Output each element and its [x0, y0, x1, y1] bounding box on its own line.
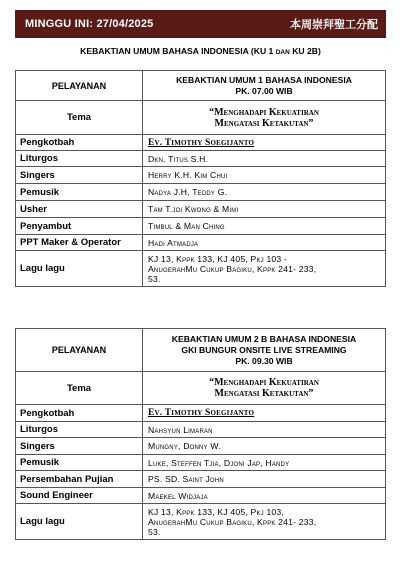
service1-row-label: PPT Maker & Operator [16, 235, 143, 251]
service2-songs-line2: AnugerahMu Cukup Bagiku, Kppk 241- 233, [148, 516, 317, 527]
service2-row-value: Luke, Steffen Tjia, Djoni Jap, Handy [143, 455, 386, 471]
service1-row-label: Usher [16, 201, 143, 218]
service1-songs-line1: KJ 13, Kppk 133, KJ 405, Pkj 103 - [148, 253, 288, 264]
page-subtitle [15, 46, 386, 56]
service1-row-value: Hadi Atmadja [143, 235, 386, 251]
service1-row-label: Singers [16, 167, 143, 184]
service1-row-label: Penyambut [16, 218, 143, 235]
service2-songs-line3: 53. [148, 526, 161, 537]
service1-title [143, 71, 386, 101]
service1-row-value: Nadya J.H, Teddy G. [143, 184, 386, 201]
service1-songs-line3: 53. [148, 273, 161, 284]
service2-row-value: Nahsyun Limaran [143, 422, 386, 438]
service1-row-label: Pemusik [16, 184, 143, 201]
service1-tema-label: Tema [16, 101, 143, 135]
service2-tema [143, 372, 386, 405]
service2-row-label: Pemusik [16, 455, 143, 471]
service2-header-label: PELAYANAN [16, 329, 143, 372]
service2-tema-line2: Mengatasi Ketakutan” [214, 388, 314, 399]
service2-row-value: Maekel Widjaja [143, 488, 386, 504]
subtitle-end: KU 2B) [289, 46, 321, 56]
service2-table [15, 328, 386, 540]
service2-row-label: Persembahan Pujian [16, 471, 143, 488]
service1-tema-line2: Mengatasi Ketakutan” [214, 117, 314, 129]
service1-tema-line1: “Menghadapi Kekuatiran [209, 106, 319, 118]
service1-songs [143, 251, 386, 287]
service2-songs [143, 504, 386, 540]
chinese-title: 本周崇拜聖工分配 [290, 18, 378, 31]
service2-tema-label: Tema [16, 372, 143, 405]
service1-row-value: Tam T.joi Kwong & Mimi [143, 201, 386, 218]
week-date: MINGGU INI: 27/04/2025 [25, 18, 154, 30]
service2-tema-line1: “Menghadapi Kekuatiran [209, 377, 319, 388]
service2-row-label: Lagu lagu [16, 504, 143, 540]
service2-row-value: Ev. Timothy Soegijanto [143, 405, 386, 422]
service1-title-line2: PK. 07.00 WIB [235, 85, 293, 96]
service2-title [143, 329, 386, 372]
service2-title-line3: PK. 09.30 WIB [235, 355, 293, 366]
service2-row-label: Sound Engineer [16, 488, 143, 504]
service1-header-label: PELAYANAN [16, 71, 143, 101]
header-bar [15, 10, 386, 38]
service2-title-line2: GKI BUNGUR ONSITE LIVE STREAMING [181, 344, 347, 355]
service2-row-label: Singers [16, 438, 143, 455]
service1-row-value: Ev. Timothy Soegijanto [143, 135, 386, 151]
service1-row-value: Timbul & Man Ching [143, 218, 386, 235]
service1-row-label: Pengkotbah [16, 135, 143, 151]
service1-row-label: Lagu lagu [16, 251, 143, 287]
service2-row-label: Liturgos [16, 422, 143, 438]
service2-row-value: Mungny, Donny W. [143, 438, 386, 455]
service1-row-value: Herry K.H. Kim Chui [143, 167, 386, 184]
service1-row-value: Dkn. Titus S.H. [143, 151, 386, 167]
service2-row-label: Pengkotbah [16, 405, 143, 422]
subtitle-dan: DAN [275, 49, 290, 56]
service2-row-value: PS. SD. Saint John [143, 471, 386, 488]
service2-title-line1: KEBAKTIAN UMUM 2 B BAHASA INDONESIA [171, 333, 357, 344]
service1-row-label: Liturgos [16, 151, 143, 167]
service1-table [15, 70, 386, 287]
subtitle-main: KEBAKTIAN UMUM BAHASA INDONESIA (KU 1 [80, 46, 276, 56]
service1-songs-line2: AnugerahMu Cukup Bagiku, Kppk 241- 233, [148, 263, 317, 274]
service2-songs-line1: KJ 13, Kppk 133, KJ 405, Pkj 103, [148, 506, 284, 517]
service1-title-line1: KEBAKTIAN UMUM 1 BAHASA INDONESIA [176, 74, 352, 85]
service1-tema [143, 101, 386, 135]
